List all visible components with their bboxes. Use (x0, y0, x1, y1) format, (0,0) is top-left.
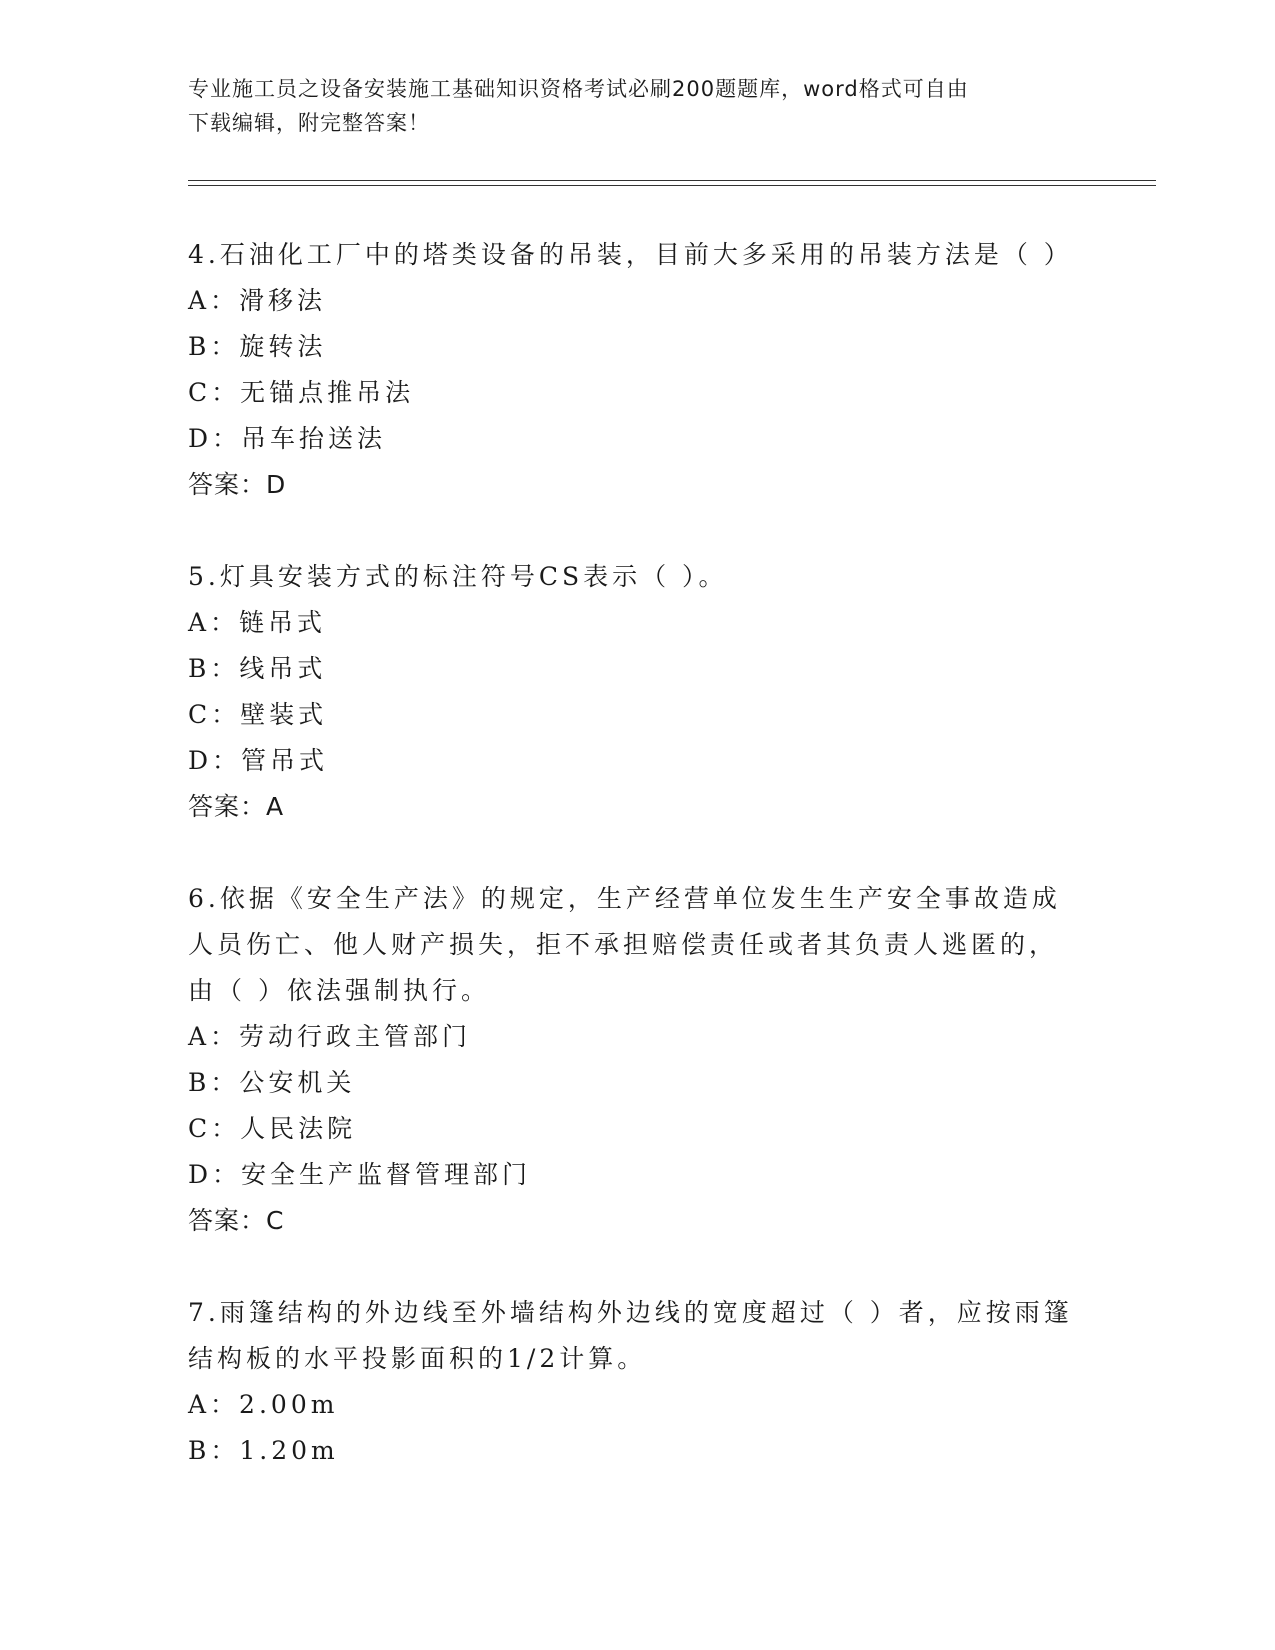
question-7 (188, 1290, 1088, 1474)
question-6 (188, 876, 1088, 1244)
header-divider (188, 185, 1156, 186)
option-d: D：吊车抬送法 (188, 424, 387, 453)
question-text: 人员伤亡、他人财产损失，拒不承担赔偿责任或者其负责人逃匿的， (188, 930, 1059, 959)
option-a: A：2.00m (188, 1390, 339, 1419)
option-a: A：劳动行政主管部门 (188, 1022, 472, 1051)
question-text: 7.雨篷结构的外边线至外墙结构外边线的宽度超过（ ）者，应按雨篷 (188, 1298, 1073, 1327)
answer-line: 答案：A (188, 792, 285, 821)
option-a: A：滑移法 (188, 286, 327, 315)
option-d: D：安全生产监督管理部门 (188, 1160, 532, 1189)
answer-line: 答案：C (188, 1206, 285, 1235)
option-c: C：无锚点推吊法 (188, 378, 415, 407)
question-list (188, 232, 1088, 1520)
header-line: 下载编辑，附完整答案！ (188, 111, 430, 135)
option-b: B：旋转法 (188, 332, 327, 361)
question-text: 4.石油化工厂中的塔类设备的吊装，目前大多采用的吊装方法是（ ） (188, 240, 1073, 269)
header-line: 专业施工员之设备安装施工基础知识资格考试必刷200题题库，word格式可自由 (188, 77, 969, 101)
option-d: D：管吊式 (188, 746, 329, 775)
option-c: C：人民法院 (188, 1114, 357, 1143)
question-text: 由（ ）依法强制执行。 (188, 976, 490, 1005)
question-5 (188, 554, 1088, 830)
document-header (188, 72, 1088, 140)
option-b: B：1.20m (188, 1436, 339, 1465)
option-a: A：链吊式 (188, 608, 327, 637)
option-b: B：线吊式 (188, 654, 327, 683)
option-c: C：壁装式 (188, 700, 328, 729)
answer-line: 答案：D (188, 470, 287, 499)
question-text: 5.灯具安装方式的标注符号CS表示（ ）。 (188, 562, 728, 591)
question-text: 6.依据《安全生产法》的规定，生产经营单位发生生产安全事故造成 (188, 884, 1061, 913)
option-b: B：公安机关 (188, 1068, 356, 1097)
header-divider (188, 180, 1156, 181)
question-text: 结构板的水平投影面积的1/2计算。 (188, 1344, 647, 1373)
question-4 (188, 232, 1088, 508)
